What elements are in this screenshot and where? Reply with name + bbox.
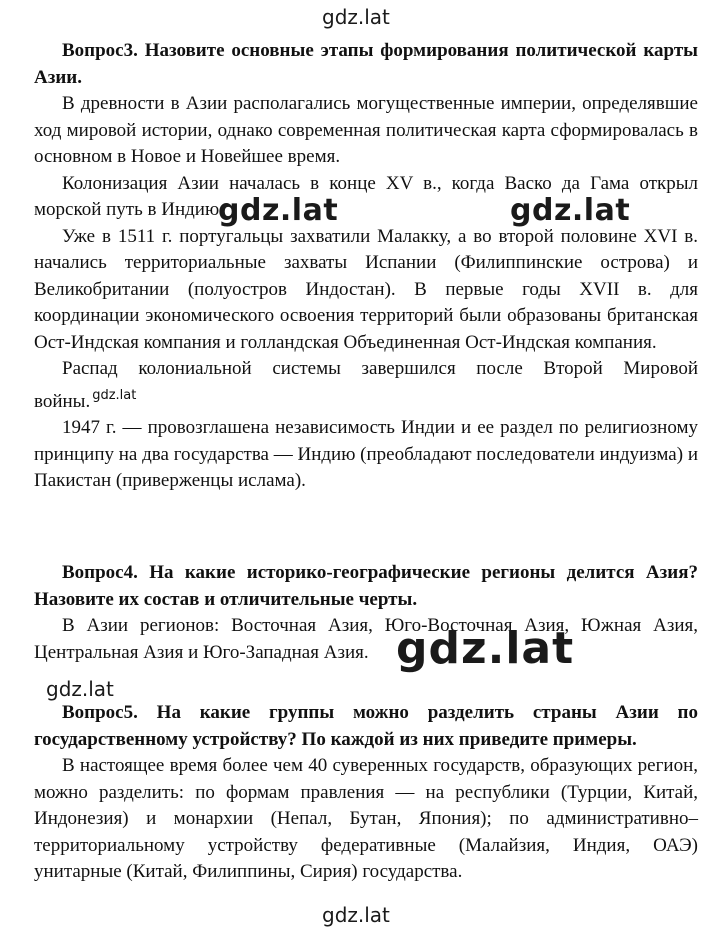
watermark-top: gdz.lat [322, 5, 390, 29]
watermark-inline-2: gdz.lat [510, 193, 631, 228]
question-3-paragraph-1: В древности в Азии располагались могущественные империи, определявшие ход мировой истории, однако современная политическая карта сформировалась в основном в Новое и Новейшее время. [34, 93, 698, 167]
watermark-inline-small: gdz.lat [92, 387, 137, 403]
question-5-paragraph-1: В настоящее время более чем 40 суверенных государств, образующих регион, можно разделить: по формам правления — на республики (Турции, Китай, Индонезия) и монархии (Непал, Бутан, Япония); по административно–территориальному устройству федеративные (Малайзия, Индия, ОАЭ) унитарные (Китай, Филиппины, Сирия) государства. [34, 755, 698, 882]
question-3-paragraph-4 [34, 356, 698, 415]
question-5-title: Вопрос5. На какие группы можно разделить страны Азии по государственному устройству? По каждой из них приведите примеры. [34, 702, 698, 750]
question-4-title: Вопрос4. На какие историко-географические регионы делится Азия? Назовите их состав и отличительные черты. [34, 562, 698, 610]
watermark-bottom: gdz.lat [322, 903, 390, 927]
question-3-paragraph-4-text: Распад колониальной системы завершился после Второй Мировой войны. [34, 358, 698, 412]
question-4-paragraph-1: В Азии регионов: Восточная Азия, Юго-Восточная Азия, Южная Азия, Центральная Азия и Юго-Западная Азия. [34, 615, 698, 663]
watermark-left: gdz.lat [46, 677, 114, 701]
question-3-paragraph-2: Колонизация Азии началась в конце XV в., когда Васко да Гама открыл морской путь в Индию. [34, 172, 698, 220]
question-3-paragraph-3: Уже в 1511 г. португальцы захватили Малакку, а во второй половине XVI в. начались территориальные захваты Испании (Филиппинские острова) и Великобритании (полуостров Индостан). В первые годы XVII в. для координации экономического освоения территорий были образованы британская Ост-Индская компания и голландская Объединенная Ост-Индская компания. [34, 225, 698, 353]
question-3-title: Вопрос3. Назовите основные этапы формирования политической карты Азии. [34, 40, 698, 88]
question-5-section [34, 700, 698, 886]
watermark-inline-1: gdz.lat [218, 193, 339, 228]
question-3-paragraph-5: 1947 г. — провозглашена независимость Индии и ее раздел по религиозному принципу на два государства — Индию (преобладают последователи индуизма) и Пакистан (приверженцы ислама). [34, 417, 698, 491]
question-4-section [34, 560, 698, 674]
watermark-large: gdz.lat [396, 623, 575, 674]
question-3-section [34, 38, 698, 495]
